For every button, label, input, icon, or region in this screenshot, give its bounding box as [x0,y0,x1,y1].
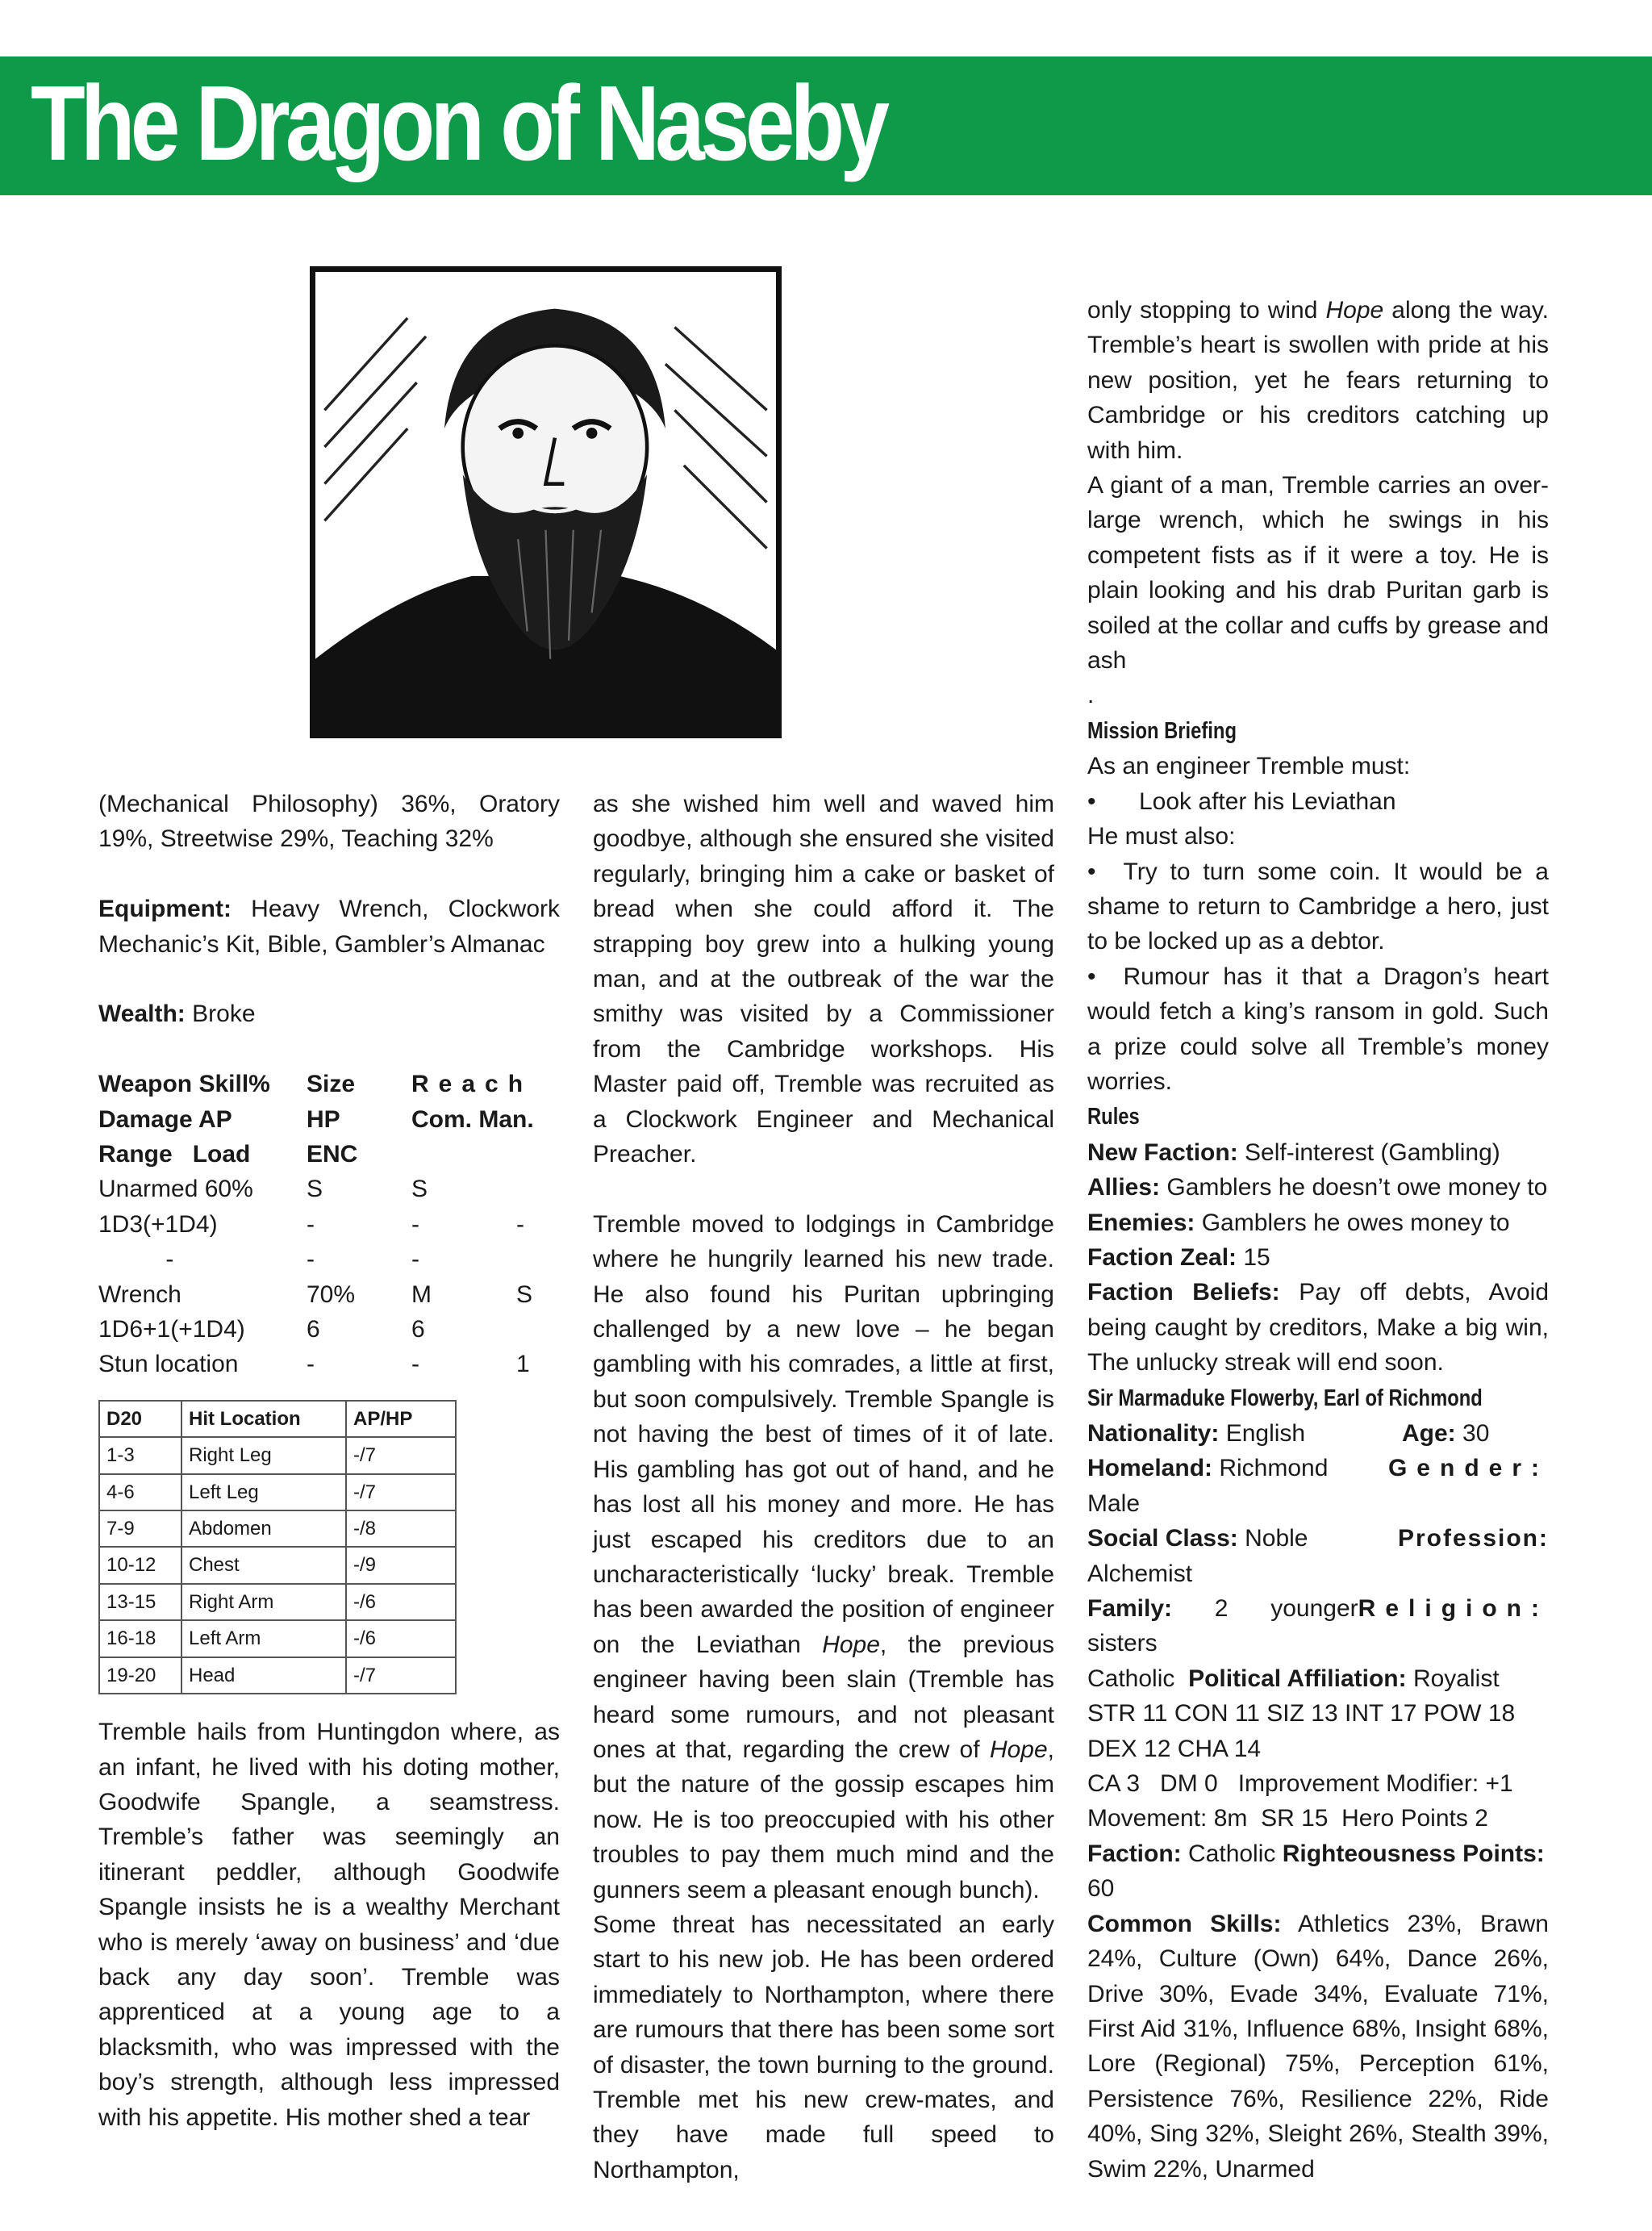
list-item [1087,784,1549,819]
nationality-entry [1087,1416,1305,1451]
weapon-cell: - [98,1246,174,1273]
age-value: 30 [1455,1420,1490,1447]
faction-value: Self-interest (Gambling) [1237,1138,1500,1166]
weapon-cell: - [307,1351,315,1378]
weapon-cell: 1D3(+1D4) [98,1210,218,1238]
weapon-cell: 1D6+1(+1D4) [98,1316,245,1343]
biography-paragraph [593,1207,1054,1907]
profession-label: Profession: [1397,1525,1549,1552]
class-entry [1087,1521,1308,1556]
table-row [99,1510,456,1547]
weapon-cell: S [307,1176,323,1203]
table-row [99,1547,456,1583]
movement-stats: Movement: 8m SR 15 Hero Points 2 [1087,1805,1488,1832]
zeal-label: Faction Zeal: [1087,1243,1237,1271]
family-label: Family: [1087,1595,1173,1623]
common-skills-entry [1087,1907,1549,2187]
weapon-header-cell: Range Load [98,1141,251,1168]
family-value: 2 younger sisters [1087,1595,1358,1657]
stray-dot: . [1087,682,1095,709]
weapon-cell [516,1242,560,1276]
wealth-value: Broke [185,1001,256,1028]
table-cell: 13-15 [99,1584,181,1620]
portrait-illustration [310,266,782,738]
table-cell: Left Leg [181,1474,346,1510]
religion-value: Catholic [1087,1665,1175,1692]
enemies-label: Enemies: [1087,1209,1195,1236]
wealth-label: Wealth: [98,1001,186,1028]
table-row [99,1437,456,1473]
ship-name: Hope [1325,297,1384,324]
weapon-cell: - [411,1351,419,1378]
profession-value: Alchemist [1087,1560,1193,1587]
weapon-cell: - [307,1210,315,1238]
hit-location-table [98,1400,457,1694]
weapon-cell [516,1172,560,1206]
paragraph-text: , but the nature of the gossip escapes him now. He is too preoccupied with his other troubles to pay them much mind and the gunners seem a pleasant enough bunch). [593,1736,1054,1903]
column-right [1087,293,1549,2187]
paragraph-text: only stopping to wind [1087,297,1326,324]
weapon-cell: - [411,1246,419,1273]
gender-value: Male [1087,1489,1141,1517]
rules-heading [1087,1099,1549,1134]
common-skills-value: Athletics 23%, Brawn 24%, Culture (Own) 64%, Dance 26%, Drive 30%, Evade 34%, Evaluate 71%, First Aid 31%, Influence 68%, Insight 68%, Lore (Regional) 75%, Perception 61%, Persistence 76%, Resilience 22%, Ride 40%, Sing 32%, Sleight 26%, Stealth 39%, Swim 22%, Unarmed [1087,1910,1549,2183]
weapon-header-cell [411,1137,516,1172]
biography-paragraph: Tremble hails from Huntingdon where, as an infant, he lived with his doting mother, Goodwife Spangle, a seamstress. Tremble’s father was seemingly an itinerant peddler, although Goodwife Spangle insists he is a wealthy Merchant who is merely ‘away on business’ and ‘due back any day soon’. Tremble was apprenticed at a young age to a blacksmith, who was impressed with the boy’s strength, although less impressed with his appetite. His mother shed a tear [98,1719,560,2131]
weapon-cell: 1 [516,1351,530,1378]
npc-heading [1087,1381,1549,1416]
mission-intro: As an engineer Tremble must: [1087,753,1411,780]
table-cell: 1-3 [99,1437,181,1473]
weapon-header-cell: Reach [411,1071,533,1098]
table-header-row [99,1401,456,1437]
weapon-cell: - [307,1246,315,1273]
weapon-header-cell: ENC [307,1141,358,1168]
list-item-text: Rumour has it that a Dragon’s heart would fetch a king’s ransom in gold. Such a prize could solve all Tremble’s money worries. [1087,963,1549,1095]
allies-value: Gamblers he doesn’t owe money to [1160,1174,1548,1201]
combat-stats: CA 3 DM 0 Improvement Modifier: +1 [1087,1770,1513,1798]
faction-label: New Faction: [1087,1138,1238,1166]
enemies-value: Gamblers he owes money to [1195,1209,1510,1236]
beliefs-entry [1087,1275,1549,1380]
table-cell: -/7 [346,1437,456,1473]
zeal-entry [1087,1240,1549,1275]
weapon-header-cell: HP [307,1105,340,1133]
biography-paragraph: A giant of a man, Tremble carries an over-large wrench, which he swings in his competent fists as if it were a toy. He is plain looking and his drab Puritan garb is soiled at the collar and cuffs by grease and ash [1087,472,1549,675]
political-value: Royalist [1406,1665,1500,1692]
homeland-gender-row [1087,1451,1549,1485]
faction2-value: Catholic [1181,1840,1283,1867]
table-cell: -/7 [346,1474,456,1510]
paragraph-text: Tremble moved to lodgings in Cambridge where he hungrily learned his new trade. He also found his Puritan upbringing challenged by a new love – he began gambling with his comrades, a little at first, but soon compulsively. Tremble Spangle is not having the best of times of it of late. His gambling has got out of hand, and he has lost all his money and more. He has just escaped his creditors due to an uncharacteristically ‘lucky’ break. Tremble has been awarded the position of engineer on the Leviathan [593,1210,1054,1658]
weapon-header-cell: Weapon Skill% [98,1071,270,1098]
weapon-cell: Unarmed 60% [98,1176,253,1203]
weapon-header-cell [516,1102,560,1137]
common-skills-label: Common Skills: [1087,1910,1282,1937]
political-label: Political Affiliation: [1188,1665,1407,1692]
weapon-cell: 6 [307,1316,320,1343]
faction-righteous-entry [1087,1836,1549,1871]
faction-entry [1087,1135,1549,1170]
table-cell: 4-6 [99,1474,181,1510]
table-row [99,1584,456,1620]
faction2-label: Faction: [1087,1840,1182,1867]
table-cell: 7-9 [99,1510,181,1547]
table-row [99,1620,456,1657]
family-entry [1087,1591,1358,1661]
mission-heading [1087,713,1549,749]
skills-continued: (Mechanical Philosophy) 36%, Oratory 19%, Streetwise 29%, Teaching 32% [98,791,560,853]
table-cell: 19-20 [99,1657,181,1694]
table-cell: Left Arm [181,1620,346,1657]
weapon-cell: Stun location [98,1351,239,1378]
beliefs-value: Pay off debts, Avoid being caught by creditors, Make a big win, The unlucky streak will end soon. [1087,1279,1550,1377]
weapon-header-cell [516,1067,560,1101]
table-cell: Right Leg [181,1437,346,1473]
class-value: Noble [1237,1525,1308,1552]
equipment-entry [98,892,560,962]
weapon-cell [516,1312,560,1347]
paragraph-text: along the way. Tremble’s heart is swollen with pride at his new position, yet he fears returning to Cambridge or his creditors catching up with him. [1087,297,1549,464]
table-header: Hit Location [181,1401,346,1437]
biography-paragraph [1087,293,1549,468]
table-cell: Right Arm [181,1584,346,1620]
table-cell: Head [181,1657,346,1694]
nationality-age-row [1087,1416,1549,1451]
bearded-man-portrait-icon [315,272,776,733]
column-left [98,787,560,2135]
mission-heading-text: Mission Briefing [1087,717,1237,744]
table-cell: -/8 [346,1510,456,1547]
weapon-cell: S [411,1176,428,1203]
bullet-icon: • [1087,858,1096,885]
table-cell: Chest [181,1547,346,1583]
table-cell: Abdomen [181,1510,346,1547]
rules-heading-text: Rules [1087,1104,1140,1130]
paragraph-text: , the previous engineer having been slain (Tremble has heard some rumours, and not pleasant ones at that, regarding the crew of [593,1631,1055,1763]
homeland-entry [1087,1451,1328,1485]
bullet-icon: • [1087,963,1096,990]
npc-heading-text: Sir Marmaduke Flowerby, Earl of Richmond [1087,1385,1483,1411]
table-cell: -/7 [346,1657,456,1694]
righteous-value: 60 [1087,1875,1115,1903]
weapon-header-cell: Size [307,1071,356,1098]
gender-label: Gender: [1387,1455,1549,1482]
class-label: Social Class: [1087,1525,1238,1552]
age-entry [1402,1416,1549,1451]
table-cell: -/9 [346,1547,456,1583]
equipment-label: Equipment: [98,896,232,923]
age-label: Age: [1402,1420,1456,1447]
table-cell: -/6 [346,1620,456,1657]
table-header: AP/HP [346,1401,456,1437]
weapon-cell: - [516,1210,524,1238]
weapon-cell: Wrench [98,1281,181,1308]
characteristics: STR 11 CON 11 SIZ 13 INT 17 POW 18 DEX 12 CHA 14 [1087,1700,1516,1762]
mission-also: He must also: [1087,823,1236,850]
righteous-label: Righteousness Points: [1282,1840,1545,1867]
weapon-cell: 6 [411,1316,425,1343]
weapon-header-cell [516,1137,560,1172]
table-cell: 10-12 [99,1547,181,1583]
wealth-entry [98,996,560,1031]
list-item-text: Look after his Leviathan [1139,788,1396,815]
allies-entry [1087,1170,1549,1205]
page-title: The Dragon of Naseby [31,64,886,182]
zeal-value: 15 [1237,1243,1270,1271]
list-item [1087,959,1549,1100]
biography-paragraph: Some threat has necessitated an early start to his new job. He has been ordered immediately to Northampton, where there are rumours that there has been some sort of disaster, the town burning to the ground. Tremble met his new crew-mates, and they have made full speed to Northampton, [593,1911,1054,2183]
weapon-cell: S [516,1281,533,1308]
table-row [99,1657,456,1694]
homeland-label: Homeland: [1087,1455,1213,1482]
list-item-text: Try to turn some coin. It would be a shame to return to Cambridge a hero, just to be locked up as a debtor. [1087,858,1549,955]
table-cell: 16-18 [99,1620,181,1657]
nationality-value: English [1219,1420,1306,1447]
homeland-value: Richmond [1212,1455,1329,1482]
weapon-cell: M [411,1281,432,1308]
nationality-label: Nationality: [1087,1420,1220,1447]
beliefs-label: Faction Beliefs: [1087,1279,1280,1306]
class-profession-row [1087,1521,1549,1556]
weapon-header-cell: Com. Man. [411,1105,534,1133]
ship-name: Hope [989,1736,1048,1763]
table-row [99,1474,456,1510]
list-item [1087,854,1549,959]
enemies-entry [1087,1205,1549,1240]
weapon-cell: - [411,1210,419,1238]
family-religion-row [1087,1591,1549,1661]
weapon-table [98,1067,560,1382]
ship-name: Hope [822,1631,880,1658]
weapon-header-cell: Damage AP [98,1105,232,1133]
biography-paragraph: as she wished him well and waved him goodbye, although she ensured she visited regularly, bringing him a cake or basket of bread when she could afford it. The strapping boy grew into a hulking young man, and at the outbreak of the war the smithy was visited by a Commissioner from the Cambridge workshops. His Master paid off, Tremble was recruited as a Clockwork Engineer and Mechanical Preacher. [593,791,1054,1168]
allies-label: Allies: [1087,1174,1161,1201]
table-header: D20 [99,1401,181,1437]
religion-political-entry [1087,1661,1549,1696]
weapon-cell: 70% [307,1281,356,1308]
equipment-value: Heavy Wrench, Clockwork Mechanic’s Kit, Bible, Gambler’s Almanac [98,896,560,958]
column-middle [593,787,1054,2187]
bullet-icon: • [1087,788,1096,815]
religion-label: Religion: [1358,1595,1549,1623]
table-cell: -/6 [346,1584,456,1620]
